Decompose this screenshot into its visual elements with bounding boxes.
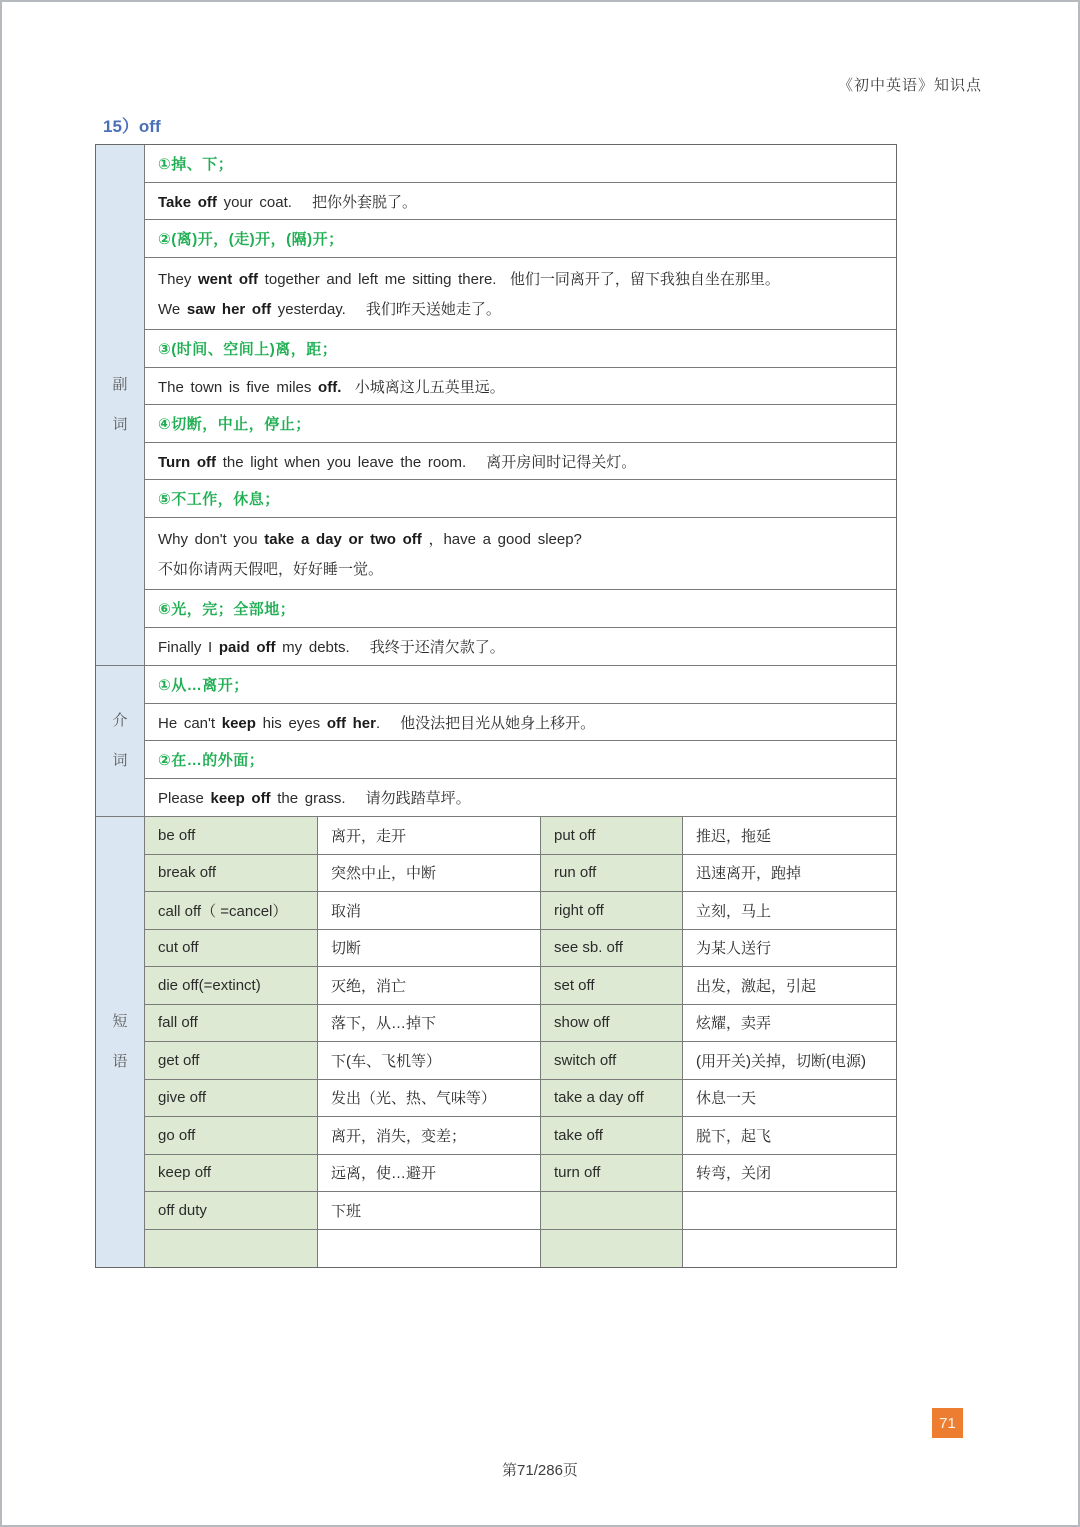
- group-label-char: 短: [112, 1013, 128, 1030]
- phrase-zh-cell: 突然中止，中断: [318, 855, 541, 893]
- group-label-phrases: [96, 817, 145, 1267]
- definition-row: ①掉、下；: [145, 145, 896, 183]
- group-label-char: 介: [112, 712, 128, 729]
- example-line: Why don't you take a day or two off ，have a good sleep?: [158, 530, 582, 548]
- phrase-zh-cell: 立刻，马上: [683, 892, 896, 930]
- phrase-zh-cell: 取消: [318, 892, 541, 930]
- phrase-en-cell: give off: [145, 1080, 318, 1118]
- example-line: Finally I paid off my debts. 我终于还清欠款了。: [158, 639, 505, 656]
- phrase-zh-cell: [683, 1192, 896, 1230]
- definition-row: ④切断，中止，停止；: [145, 405, 896, 443]
- phrase-en-cell: turn off: [541, 1155, 683, 1193]
- phrase-en-cell: break off: [145, 855, 318, 893]
- example-line: Take off your coat. 把你外套脱了。: [158, 193, 417, 211]
- phrase-zh-cell: 出发，激起，引起: [683, 967, 896, 1005]
- phrase-zh-cell: 发出（光、热、气味等）: [318, 1080, 541, 1118]
- group-label-adverb: [96, 145, 145, 665]
- phrase-grid: [145, 817, 896, 1267]
- phrase-en-cell: go off: [145, 1117, 318, 1155]
- phrase-en-cell: [541, 1192, 683, 1230]
- document-header: 《初中英语》知识点: [837, 77, 982, 94]
- phrase-zh-cell: 脱下，起飞: [683, 1117, 896, 1155]
- table-group-preposition: [96, 666, 896, 817]
- phrase-zh-cell: [318, 1230, 541, 1268]
- group-content-preposition: [145, 666, 896, 816]
- table-group-phrases: [96, 817, 896, 1267]
- footer-page-label: 第71/286页: [502, 1462, 578, 1479]
- example-row: [145, 183, 896, 220]
- table-group-adverb: [96, 145, 896, 666]
- phrase-en-cell: call off（ =cancel）: [145, 892, 318, 930]
- phrase-en-cell: show off: [541, 1005, 683, 1043]
- example-row: [145, 443, 896, 480]
- example-line: He can't keep his eyes off her. 他没法把目光从她身上移开。: [158, 714, 596, 732]
- group-label-char: 词: [112, 752, 128, 769]
- definition-row: ②(离)开，(走)开，(隔)开；: [145, 220, 896, 258]
- section-title: 15）off: [103, 117, 161, 136]
- phrase-en-cell: take a day off: [541, 1080, 683, 1118]
- phrase-zh-cell: 离开，消失，变差；: [318, 1117, 541, 1155]
- phrase-zh-cell: 推迟，拖延: [683, 817, 896, 855]
- phrase-en-cell: run off: [541, 855, 683, 893]
- phrase-zh-cell: 切断: [318, 930, 541, 968]
- example-row: [145, 518, 896, 590]
- phrase-en-cell: get off: [145, 1042, 318, 1080]
- phrase-zh-cell: 迅速离开，跑掉: [683, 855, 896, 893]
- phrase-en-cell: see sb. off: [541, 930, 683, 968]
- phrase-en-cell: [145, 1230, 318, 1268]
- phrase-zh-cell: (用开关)关掉，切断(电源): [683, 1042, 896, 1080]
- example-row: [145, 368, 896, 405]
- definition-row: ①从…离开；: [145, 666, 896, 704]
- phrase-en-cell: be off: [145, 817, 318, 855]
- group-label-preposition: [96, 666, 145, 816]
- phrase-en-cell: fall off: [145, 1005, 318, 1043]
- definition-row: ⑥光，完；全部地；: [145, 590, 896, 628]
- off-usage-table: [95, 144, 897, 1268]
- phrase-zh-cell: 炫耀，卖弄: [683, 1005, 896, 1043]
- phrase-zh-cell: 离开，走开: [318, 817, 541, 855]
- phrase-zh-cell: [683, 1230, 896, 1268]
- phrase-zh-cell: 远离，使…避开: [318, 1155, 541, 1193]
- phrase-zh-cell: 为某人送行: [683, 930, 896, 968]
- phrase-en-cell: cut off: [145, 930, 318, 968]
- example-line: They went off together and left me sitting there. 他们一同离开了，留下我独自坐在那里。: [158, 270, 780, 288]
- group-content-adverb: [145, 145, 896, 665]
- group-label-char: 语: [112, 1053, 128, 1070]
- phrase-en-cell: set off: [541, 967, 683, 1005]
- example-line: Please keep off the grass. 请勿践踏草坪。: [158, 790, 471, 807]
- page-number-badge: 71: [932, 1408, 963, 1438]
- phrase-en-cell: [541, 1230, 683, 1268]
- phrase-zh-cell: 下班: [318, 1192, 541, 1230]
- phrase-zh-cell: 灭绝，消亡: [318, 967, 541, 1005]
- example-line: 不如你请两天假吧，好好睡一觉。: [158, 561, 384, 579]
- phrase-zh-cell: 转弯，关闭: [683, 1155, 896, 1193]
- phrase-en-cell: right off: [541, 892, 683, 930]
- example-row: [145, 704, 896, 741]
- phrase-en-cell: put off: [541, 817, 683, 855]
- example-row: [145, 779, 896, 816]
- phrase-en-cell: switch off: [541, 1042, 683, 1080]
- example-line: We saw her off yesterday. 我们昨天送她走了。: [158, 301, 501, 319]
- phrase-en-cell: die off(=extinct): [145, 967, 318, 1005]
- phrase-en-cell: off duty: [145, 1192, 318, 1230]
- group-label-char: 词: [112, 416, 128, 433]
- example-row: [145, 258, 896, 330]
- phrase-zh-cell: 休息一天: [683, 1080, 896, 1118]
- definition-row: ③(时间、空间上)离，距；: [145, 330, 896, 368]
- example-line: The town is five miles off. 小城离这儿五英里远。: [158, 378, 505, 396]
- phrase-en-cell: keep off: [145, 1155, 318, 1193]
- phrase-en-cell: take off: [541, 1117, 683, 1155]
- phrase-zh-cell: 下(车、飞机等）: [318, 1042, 541, 1080]
- definition-row: ②在…的外面；: [145, 741, 896, 779]
- definition-row: ⑤不工作，休息；: [145, 480, 896, 518]
- example-line: Turn off the light when you leave the room. 离开房间时记得关灯。: [158, 453, 637, 471]
- example-row: [145, 628, 896, 665]
- phrase-zh-cell: 落下，从…掉下: [318, 1005, 541, 1043]
- group-label-char: 副: [112, 376, 128, 393]
